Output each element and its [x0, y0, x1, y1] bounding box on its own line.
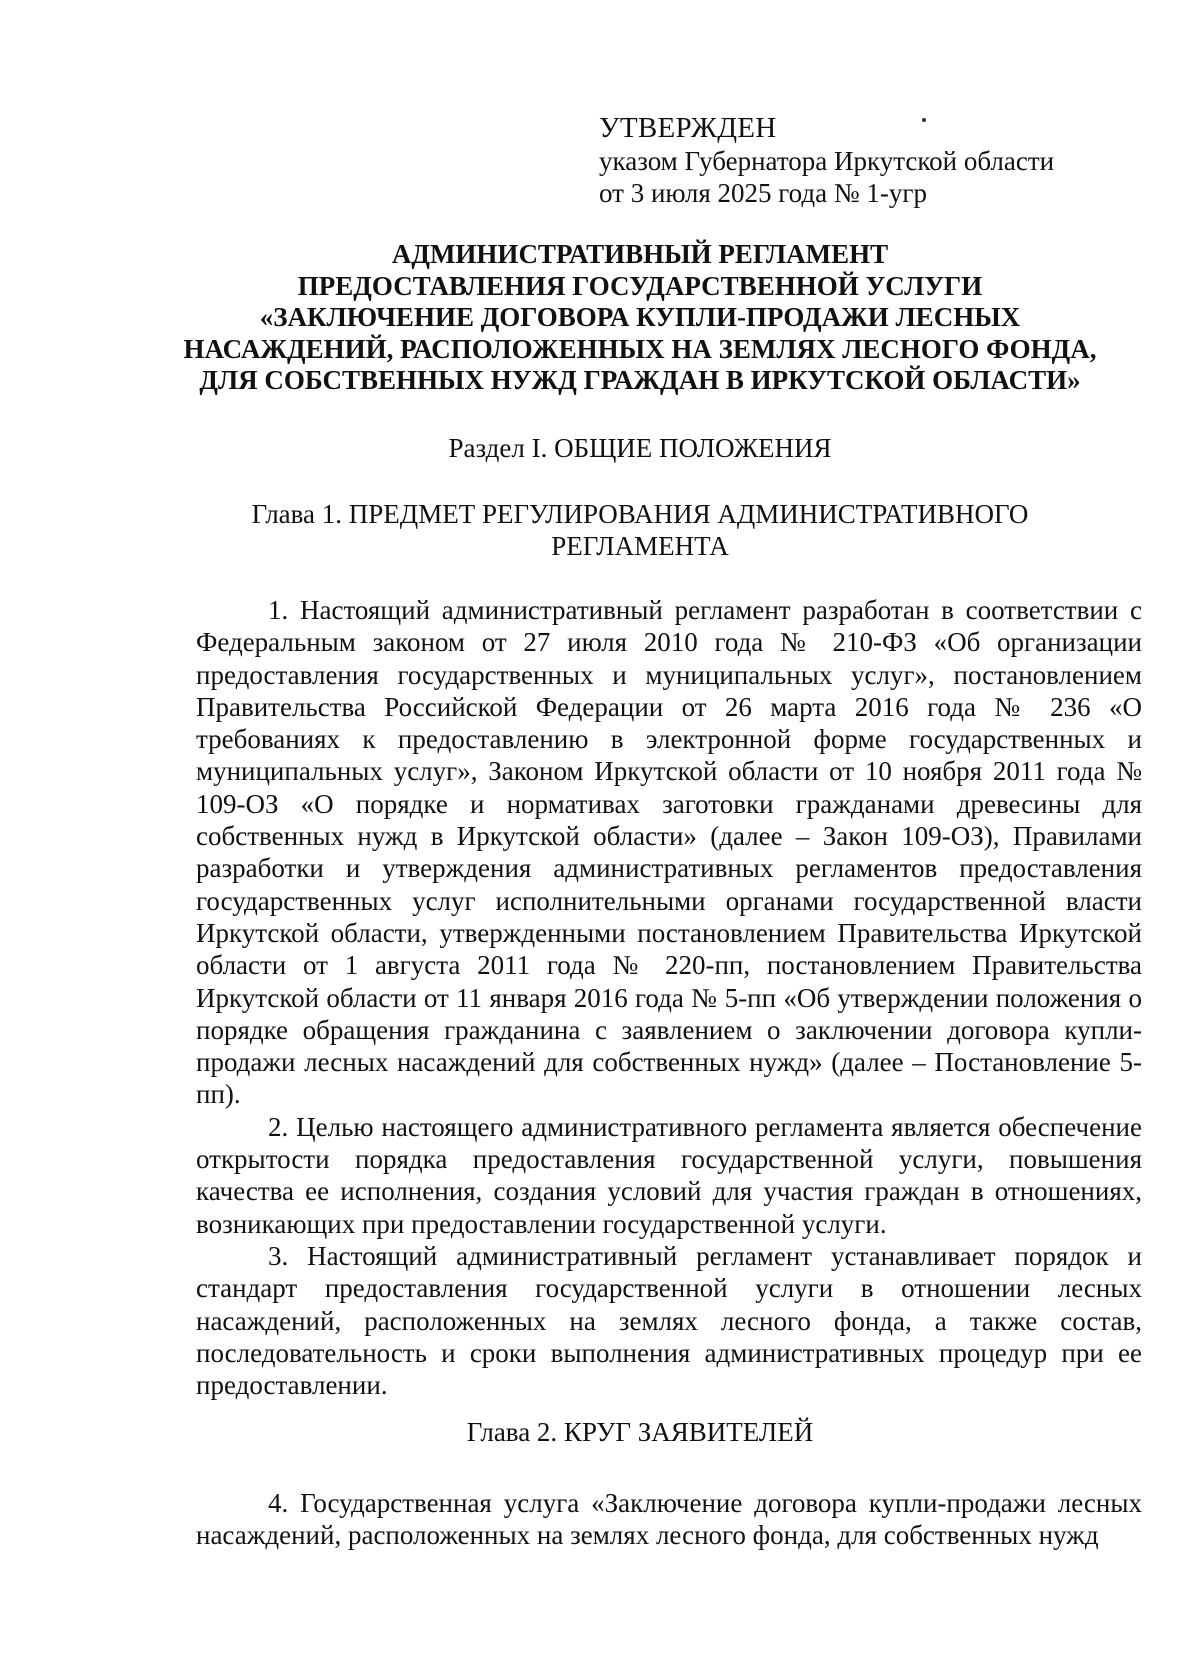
- paragraph: 2. Целью настоящего административного регламента является обеспечение открытости порядка предоставления государственной услуги, повышения качества ее исполнения, создания условий для участия граждан в отношениях, возникающих при предоставлении государственной услуги.: [196, 1111, 1142, 1239]
- chapter-heading: [160, 498, 1120, 562]
- title-line: ДЛЯ СОБСТВЕННЫХ НУЖД ГРАЖДАН В ИРКУТСКОЙ ОБЛАСТИ»: [199, 365, 1081, 396]
- title-line: «ЗАКЛЮЧЕНИЕ ДОГОВОРА КУПЛИ-ПРОДАЖИ ЛЕСНЫХ: [259, 302, 1021, 333]
- paragraph: 1. Настоящий административный регламент разработан в соответствии с Федеральным законом от 27 июля 2010 года № 210-ФЗ «Об организации предоставления государственных и муниципальных услуг», постановлением Правительства Российской Федерации от 26 марта 2016 года № 236 «О требованиях к предоставлению в электронной форме государственных и муниципальных услуг», Законом Иркутской области от 10 ноября 2011 года № 109-ОЗ «О порядке и нормативах заготовки гражданами древесины для собственных нужд в Иркутской области» (далее – Закон 109-ОЗ), Правилами разработки и утверждения административных регламентов предоставления государственных услуг исполнительными органами государственной власти Иркутской области, утвержденными постановлением Правительства Иркутской области от 1 августа 2011 года № 220-пп, постановлением Правительства Иркутской области от 11 января 2016 года № 5-пп «Об утверждении положения о порядке обращения гражданина с заявлением о заключении договора купли-продажи лесных насаждений для собственных нужд» (далее – Постановление 5-пп).: [196, 595, 1142, 1110]
- chapter-heading-line: РЕГЛАМЕНТА: [551, 531, 729, 561]
- paragraph: 3. Настоящий административный регламент устанавливает порядок и стандарт предоставления государственной услуги в отношении лесных насаждений, расположенных на землях лесного фонда, а также состав, последовательность и сроки выполнения административных процедур при ее предоставлении.: [196, 1240, 1142, 1401]
- title-line: ПРЕДОСТАВЛЕНИЯ ГОСУДАРСТВЕННОЙ УСЛУГИ: [297, 270, 983, 301]
- approval-decree-line: указом Губернатора Иркутской области: [599, 145, 1055, 176]
- chapter2-body: [196, 1487, 1142, 1552]
- chapter-heading: Глава 2. КРУГ ЗАЯВИТЕЛЕЙ: [466, 1417, 814, 1447]
- section-heading: Раздел I. ОБЩИЕ ПОЛОЖЕНИЯ: [448, 433, 832, 463]
- approval-date-line: от 3 июля 2025 года № 1-угр: [599, 178, 927, 208]
- approval-stamp-block: [599, 112, 1054, 210]
- chapter-heading-line: Глава 1. ПРЕДМЕТ РЕГУЛИРОВАНИЯ АДМИНИСТРАТИВНОГО: [251, 499, 1029, 529]
- title-line: АДМИНИСТРАТИВНЫЙ РЕГЛАМЕНТ: [391, 239, 889, 269]
- chapter1-body: [196, 594, 1142, 1401]
- ink-dot-mark: [922, 118, 926, 122]
- approval-heading: УТВЕРЖДЕН: [599, 112, 777, 144]
- document-title: [160, 239, 1120, 397]
- title-line: НАСАЖДЕНИЙ, РАСПОЛОЖЕННЫХ НА ЗЕМЛЯХ ЛЕСНОГО ФОНДА,: [183, 333, 1097, 364]
- paragraph: 4. Государственная услуга «Заключение договора купли-продажи лесных насаждений, расположенных на землях лесного фонда, для собственных нужд: [196, 1488, 1142, 1551]
